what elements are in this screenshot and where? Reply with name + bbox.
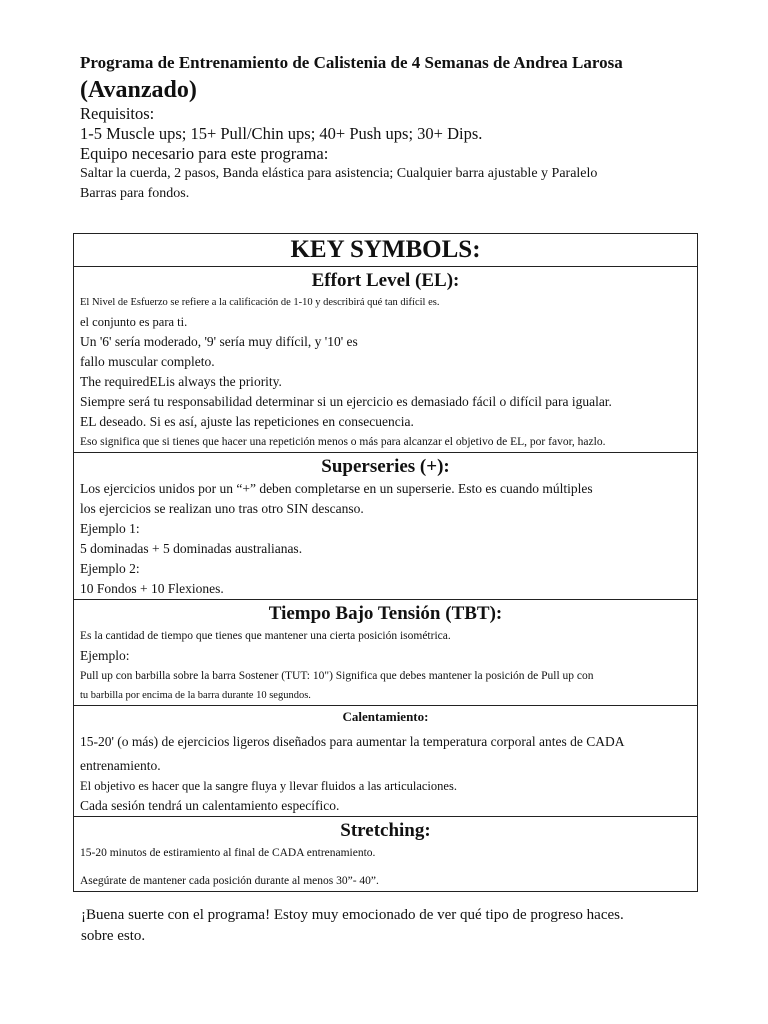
warmup-line: 15-20' (o más) de ejercicios ligeros diseñados para aumentar la temperatura corporal antes de CADA bbox=[80, 734, 625, 749]
effort-line: el conjunto es para ti. bbox=[80, 315, 188, 329]
superseries-line: Ejemplo 1: bbox=[80, 521, 140, 536]
stretching-line: Asegúrate de mantener cada posición durante al menos 30”- 40”. bbox=[80, 875, 379, 887]
stretching-cell bbox=[74, 817, 698, 892]
superseries-heading: Superseries (+): bbox=[321, 456, 450, 477]
document-header bbox=[80, 52, 700, 204]
effort-line: EL deseado. Si es así, ajuste las repeticiones en consecuencia. bbox=[80, 414, 414, 429]
tbt-line: Pull up con barbilla sobre la barra Sostener (TUT: 10") Significa que debes mantener la posición de Pull up con bbox=[80, 670, 594, 682]
closing-message bbox=[81, 905, 721, 947]
document-subtitle: (Avanzado) bbox=[80, 77, 197, 103]
tbt-line: Es la cantidad de tiempo que tienes que mantener una cierta posición isométrica. bbox=[80, 630, 451, 642]
key-symbols-title: KEY SYMBOLS: bbox=[290, 236, 481, 263]
equipment-label: Equipo necesario para este programa: bbox=[80, 144, 329, 163]
tbt-line: Ejemplo: bbox=[80, 648, 130, 663]
effort-level-heading: Effort Level (EL): bbox=[311, 270, 460, 291]
effort-line: El Nivel de Esfuerzo se refiere a la calificación de 1-10 y describirá qué tan difícil es. bbox=[80, 297, 440, 308]
warmup-line: Cada sesión tendrá un calentamiento específico. bbox=[80, 798, 340, 813]
superseries-line: Ejemplo 2: bbox=[80, 561, 140, 576]
requirements-label: Requisitos: bbox=[80, 104, 155, 123]
warmup-heading: Calentamiento: bbox=[342, 709, 429, 724]
warmup-line: El objetivo es hacer que la sangre fluya y llevar fluidos a las articulaciones. bbox=[80, 779, 457, 793]
equipment-line: Saltar la cuerda, 2 pasos, Banda elástica para asistencia; Cualquier barra ajustable y Paralelo bbox=[80, 166, 598, 181]
closing-line: sobre esto. bbox=[81, 928, 146, 944]
closing-line: ¡Buena suerte con el programa! Estoy muy emocionado de ver qué tipo de progreso haces. bbox=[81, 907, 624, 923]
warmup-line: entrenamiento. bbox=[80, 758, 161, 773]
effort-line: fallo muscular completo. bbox=[80, 354, 215, 369]
key-symbols-table bbox=[73, 233, 698, 892]
document-title: Programa de Entrenamiento de Calistenia de 4 Semanas de Andrea Larosa bbox=[80, 53, 623, 72]
equipment-line: Barras para fondos. bbox=[80, 186, 190, 201]
stretching-line: 15-20 minutos de estiramiento al final de CADA entrenamiento. bbox=[80, 847, 376, 859]
effort-level-cell bbox=[74, 267, 698, 453]
effort-line: Eso significa que si tienes que hacer una repetición menos o más para alcanzar el objetivo de EL, por favor, hazlo. bbox=[80, 436, 606, 448]
tbt-cell bbox=[74, 600, 698, 706]
stretching-heading: Stretching: bbox=[340, 820, 431, 841]
superseries-line: 5 dominadas + 5 dominadas australianas. bbox=[80, 541, 303, 556]
warmup-cell bbox=[74, 706, 698, 817]
effort-line: Siempre será tu responsabilidad determinar si un ejercicio es demasiado fácil o difícil para igualar. bbox=[80, 394, 612, 409]
effort-line: Un '6' sería moderado, '9' sería muy difícil, y '10' es bbox=[80, 334, 358, 349]
superseries-line: 10 Fondos + 10 Flexiones. bbox=[80, 581, 224, 596]
superseries-line: Los ejercicios unidos por un “+” deben completarse en un superserie. Esto es cuando múltiples bbox=[80, 481, 593, 496]
key-symbols-title-cell bbox=[74, 234, 698, 267]
tbt-line: tu barbilla por encima de la barra durante 10 segundos. bbox=[80, 690, 311, 701]
superseries-line: los ejercicios se realizan uno tras otro SIN descanso. bbox=[80, 501, 364, 516]
requirements-text: 1-5 Muscle ups; 15+ Pull/Chin ups; 40+ Push ups; 30+ Dips. bbox=[80, 124, 483, 143]
tbt-heading: Tiempo Bajo Tensión (TBT): bbox=[268, 603, 503, 624]
superseries-cell bbox=[74, 453, 698, 600]
effort-line: The requiredELis always the priority. bbox=[80, 374, 282, 389]
